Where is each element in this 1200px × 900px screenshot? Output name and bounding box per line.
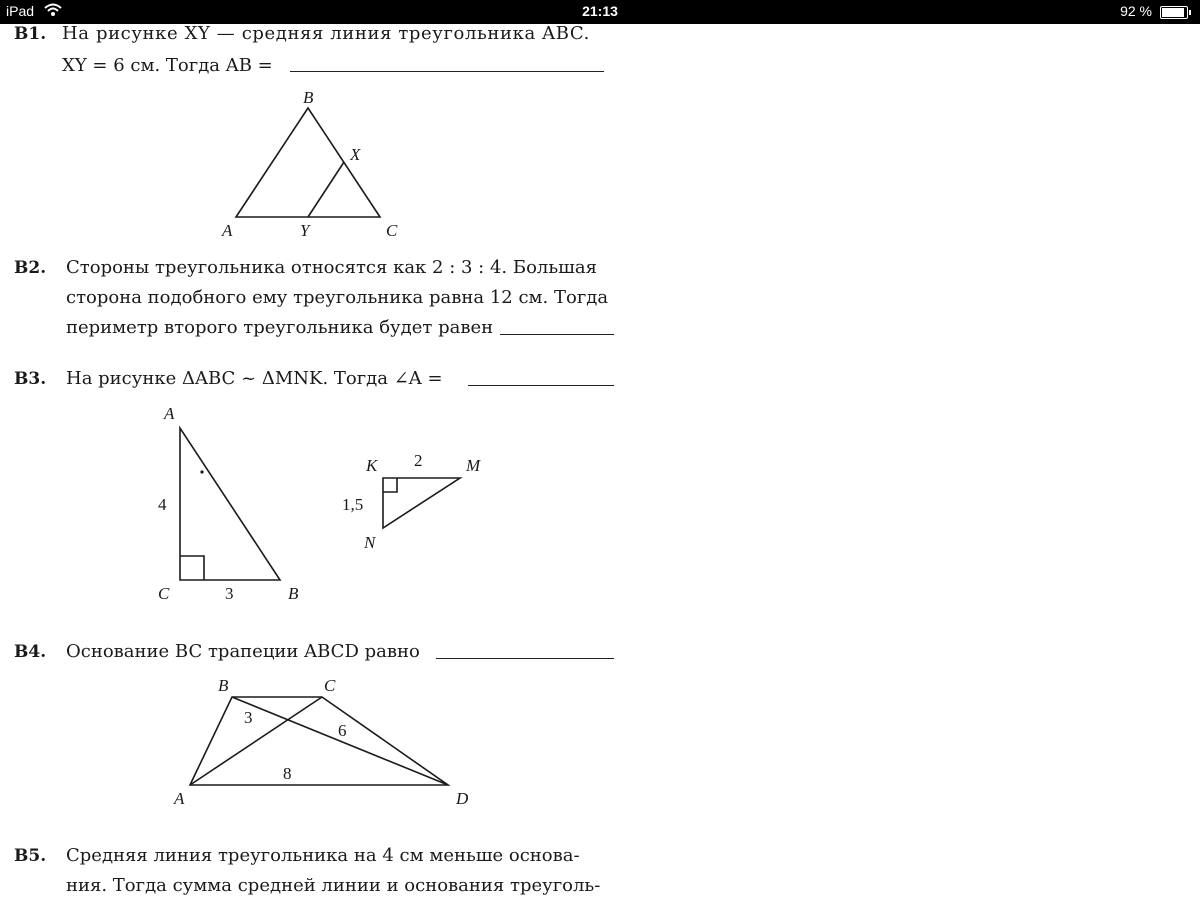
device-name: iPad [6,3,35,19]
b3-side-ac: 4 [158,495,167,514]
b3-side-km: 2 [414,451,423,470]
b4-segment-8: 8 [283,764,292,783]
b1-vertex-c: C [386,221,398,240]
b4-vertex-d: D [456,789,469,808]
b5-label: B5. [14,846,47,866]
b3-vertex-a: A [164,404,175,423]
b4-segment-6: 6 [338,721,347,740]
b3-label: B3. [14,369,47,389]
b2-text-line1: Стороны треугольника относятся как 2 : 3 : 4. Большая [66,257,597,278]
b3-side-kn: 1,5 [342,495,364,514]
b2-text-line3: периметр второго треугольника будет равен [66,317,494,338]
b1-vertex-b: B [303,88,314,107]
b1-label: B1. [14,24,47,44]
b4-segment-3: 3 [244,708,253,727]
b3-vertex-k: K [366,456,378,475]
b3-side-cb: 3 [225,584,234,603]
b4-vertex-c: C [324,676,336,695]
b1-text-line1: На рисунке XY — средняя линия треугольника ABC. [62,23,590,44]
b3-vertex-n: N [364,533,376,552]
b1-vertex-x: X [350,145,361,164]
battery-percent: 92 % [1120,3,1152,19]
b1-text-line2: XY = 6 см. Тогда AB = [62,55,273,76]
b5-text-line1: Средняя линия треугольника на 4 см меньше основа- [66,845,580,866]
b3-vertex-c: C [158,584,170,603]
b3-text-line1: На рисунке ΔABC ~ ΔMNK. Тогда ∠A = [66,368,443,389]
b3-vertex-m: M [466,456,481,475]
b2-text-line2: сторона подобного ему треугольника равна 12 см. Тогда [66,287,609,308]
b4-label: B4. [14,642,47,662]
b1-vertex-a: A [222,221,233,240]
b4-vertex-a: A [174,789,185,808]
b5-text-line2: ния. Тогда сумма средней линии и основания треуголь- [66,875,601,896]
clock: 21:13 [582,3,618,19]
b2-label: B2. [14,258,47,278]
b4-vertex-b: B [218,676,229,695]
b3-vertex-b: B [288,584,299,603]
b1-vertex-y: Y [300,221,310,240]
b4-text-line1: Основание BC трапеции ABCD равно [66,641,420,662]
